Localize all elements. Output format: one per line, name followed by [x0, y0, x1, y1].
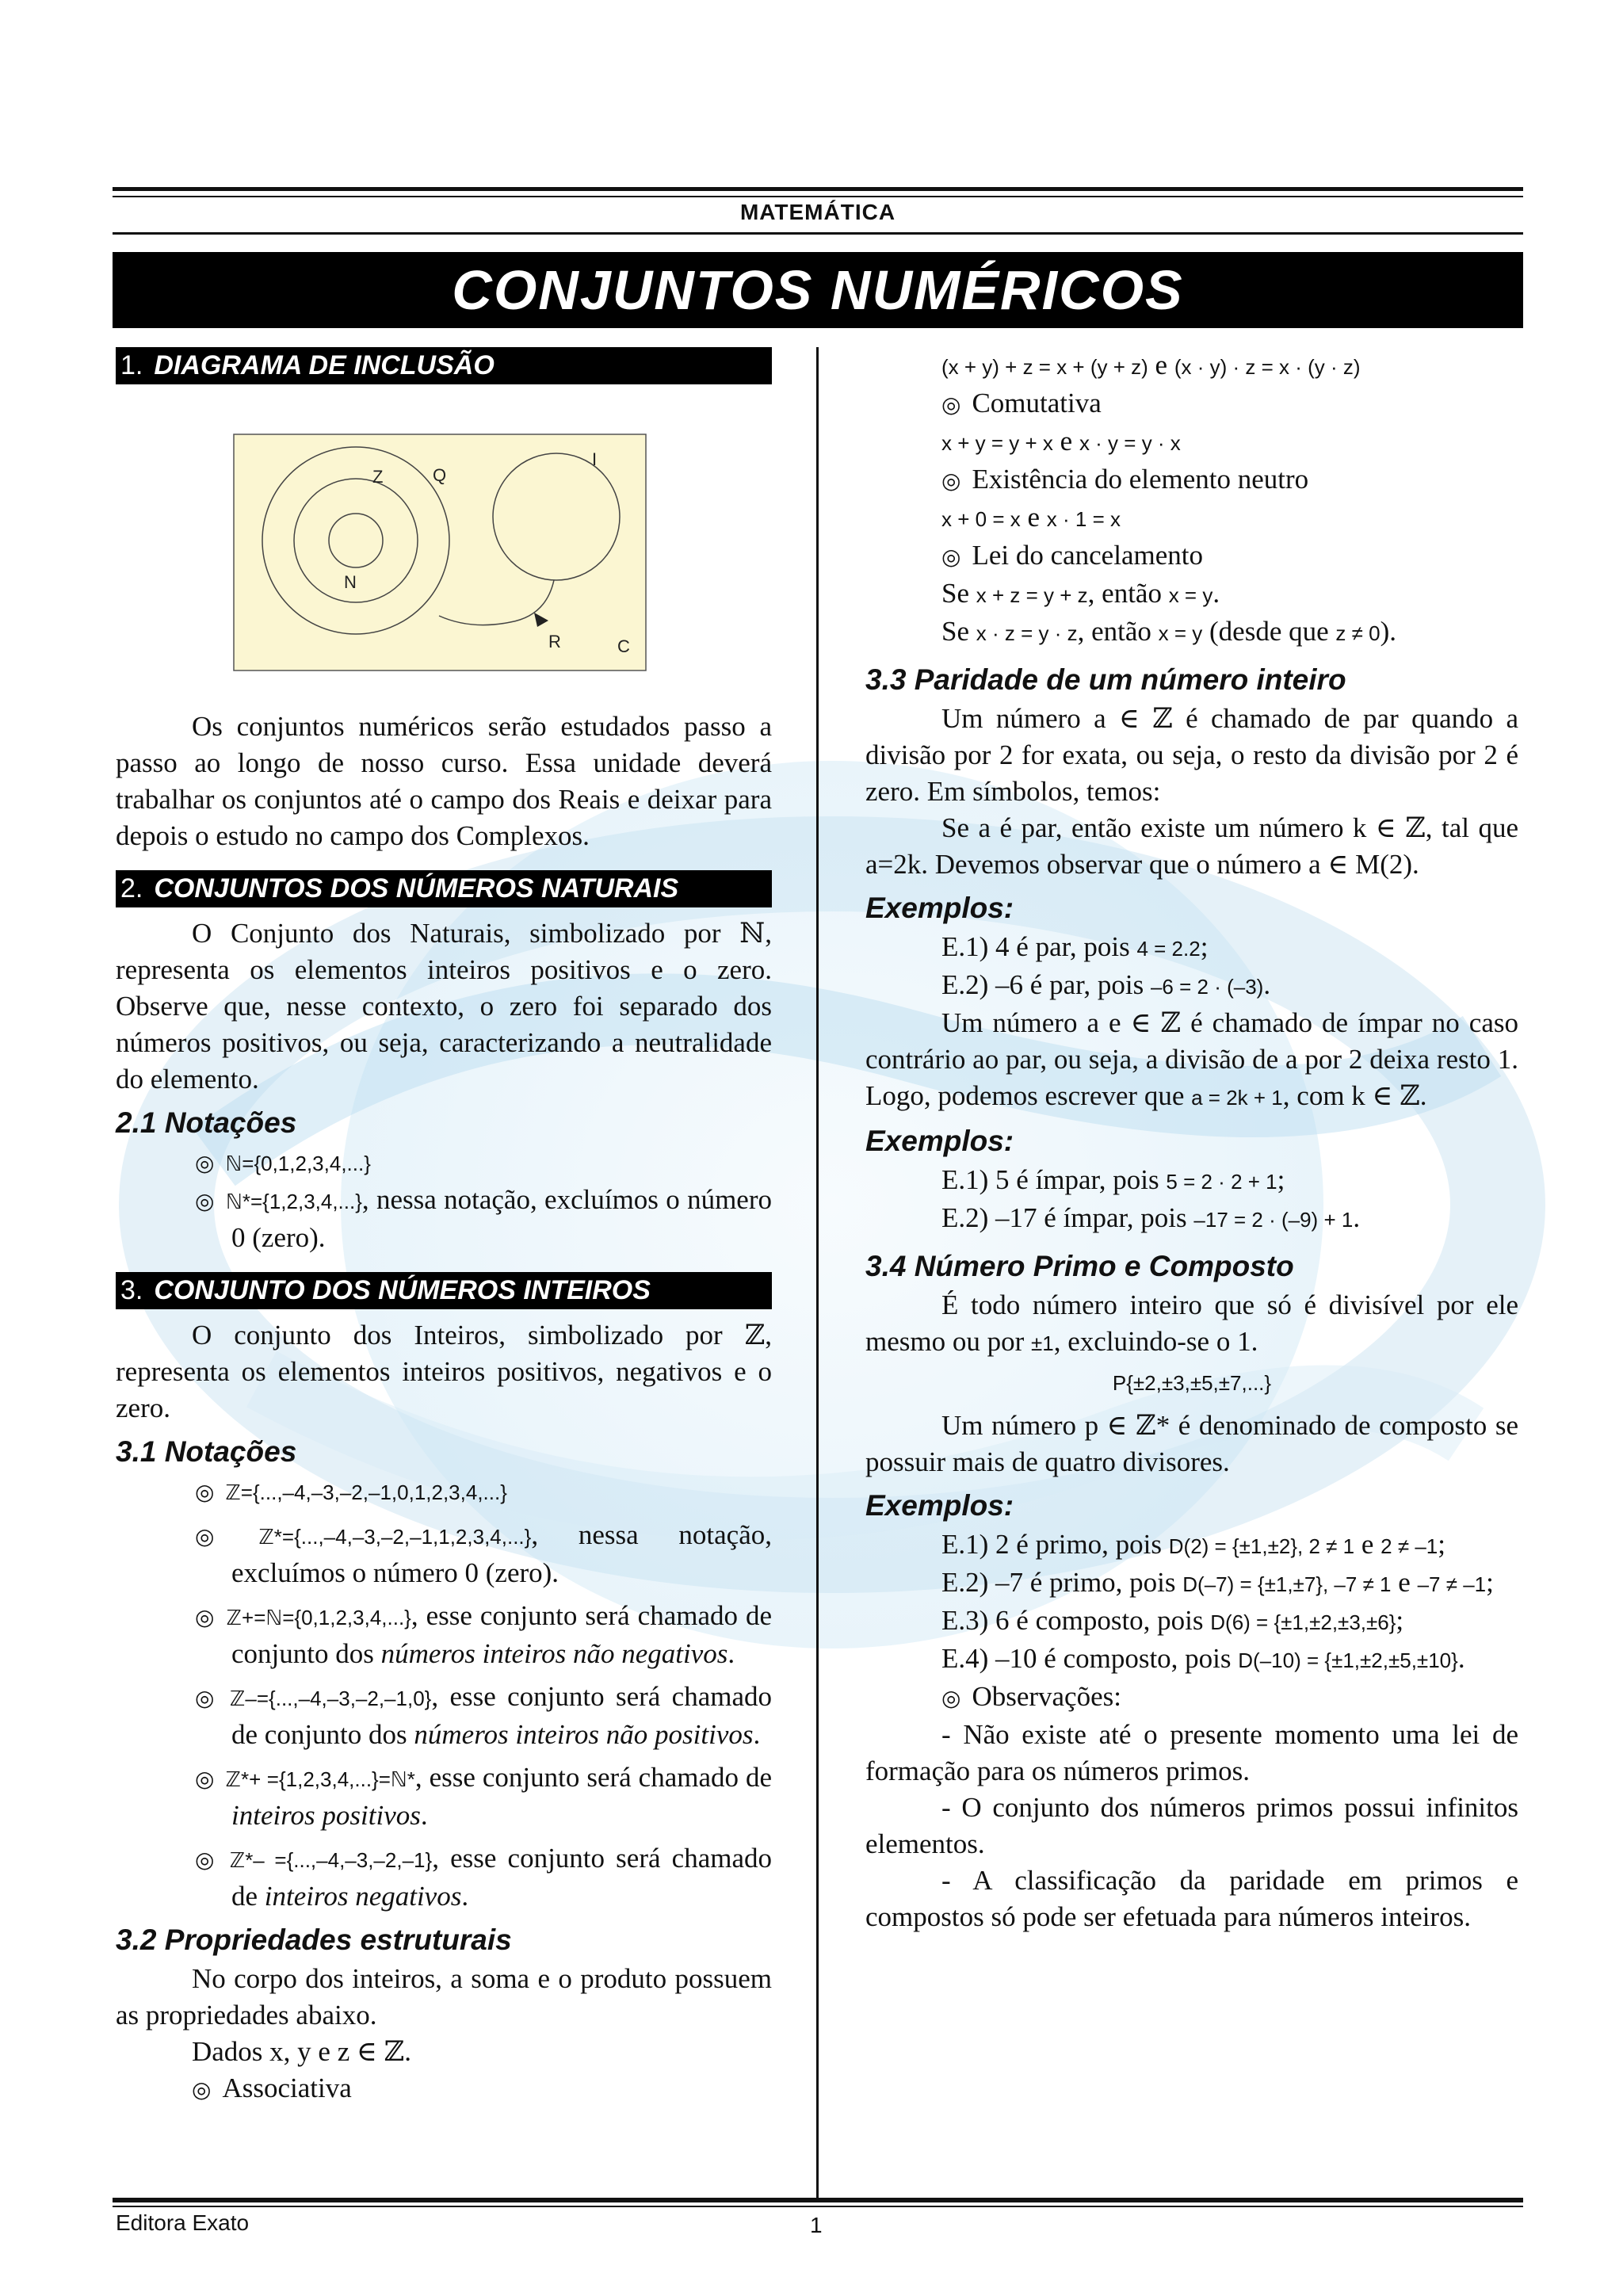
- bullet-icon: ◎: [195, 1188, 216, 1214]
- neutral-formula: x + 0 = x e x · 1 = x: [941, 502, 1121, 533]
- diagram-label-r: R: [548, 632, 561, 651]
- observations-heading: ◎ Observações:: [941, 1681, 1121, 1712]
- left-column: [116, 347, 772, 2108]
- diagram-label-c: C: [617, 636, 630, 656]
- cancellation-product: Se x · z = y · z, então x = y (desde que z ≠ 0).: [941, 616, 1397, 647]
- observation-3: - A classificação da paridade em primos e compostos só pode ser efetuada para números inteiros.: [865, 1865, 1518, 1932]
- property-associative: ◎ Associativa: [192, 2073, 352, 2103]
- property-neutral: ◎ Existência do elemento neutro: [941, 464, 1309, 495]
- section-1-heading: 1. DIAGRAMA DE INCLUSÃO: [116, 347, 772, 384]
- examples-heading-2: Exemplos:: [865, 1125, 1014, 1157]
- bullet-icon: ◎: [941, 468, 961, 494]
- subheading-3-4: 3.4 Número Primo e Composto: [865, 1250, 1294, 1282]
- integers-notation-1: ◎ ℤ={...,–4,–3,–2,–1,0,1,2,3,4,...}: [195, 1479, 507, 1505]
- integers-notation-6: ◎ ℤ*– ={...,–4,–3,–2,–1}, esse conjunto será chamado de inteiros negativos.: [195, 1843, 772, 1912]
- bullet-icon: ◎: [195, 1604, 216, 1630]
- even-example-2: E.2) –6 é par, pois –6 = 2 · (–3).: [941, 969, 1271, 1000]
- subheading-3-3: 3.3 Paridade de um número inteiro: [865, 663, 1346, 696]
- bullet-icon: ◎: [195, 1847, 219, 1873]
- bullet-icon: ◎: [941, 544, 961, 570]
- bullet-icon: ◎: [941, 1685, 961, 1711]
- footer-page-number: 1: [810, 2213, 823, 2237]
- page-title: CONJUNTOS NUMÉRICOS: [113, 252, 1523, 328]
- subheading-3-1: 3.1 Notações: [116, 1435, 297, 1468]
- subheading-2-1: 2.1 Notações: [116, 1106, 297, 1139]
- integers-paragraph: O conjunto dos Inteiros, simbolizado por ℤ, representa os elementos inteiros positivos, negativos e o zero.: [116, 1320, 772, 1423]
- prime-example-2: E.2) –7 é primo, pois D(–7) = {±1,±7}, –7 ≠ 1 e –7 ≠ –1;: [941, 1567, 1494, 1598]
- composite-example-3: E.3) 6 é composto, pois D(6) = {±1,±2,±3,±6};: [941, 1605, 1404, 1636]
- header-rule-top: [113, 187, 1523, 191]
- footer-publisher: Editora Exato: [116, 2210, 250, 2235]
- diagram-label-i: I: [592, 449, 598, 469]
- column-divider: [816, 347, 819, 2198]
- commutative-formula: x + y = y + x e x · y = y · x: [941, 426, 1181, 457]
- naturals-notation-2: ◎ ℕ*={1,2,3,4,...}, nessa notação, excluímos o número 0 (zero).: [195, 1184, 772, 1253]
- cancellation-sum: Se x + z = y + z, então x = y.: [941, 578, 1220, 609]
- properties-paragraph: No corpo dos inteiros, a soma e o produto possuem as propriedades abaixo.: [116, 1963, 772, 2030]
- odd-paragraph: Um número a e ∈ ℤ é chamado de ímpar no caso contrário ao par, ou seja, a divisão de a por 2 deixa resto 1. Logo, podemos escrever que a = 2k + 1, com k ∈ ℤ.: [865, 1007, 1518, 1111]
- right-column: [865, 347, 1518, 1935]
- property-commutative: ◎ Comutativa: [941, 388, 1102, 418]
- diagram-label-q: Q: [433, 465, 447, 485]
- prime-paragraph-1: É todo número inteiro que só é divisível por ele mesmo ou por ±1, excluindo-se o 1.: [865, 1289, 1518, 1357]
- bullet-icon: ◎: [192, 2076, 212, 2103]
- associative-formula: (x + y) + z = x + (y + z) e (x · y) · z = x · (y · z): [941, 350, 1361, 380]
- diagram-label-n: N: [344, 572, 357, 592]
- bullet-icon: ◎: [195, 1685, 220, 1711]
- footer-rule-thin: [113, 2206, 1523, 2207]
- integers-notation-4: ◎ ℤ–={...,–4,–3,–2,–1,0}, esse conjunto será chamado de conjunto dos números inteiros não positivos.: [195, 1681, 773, 1750]
- composite-paragraph: Um número p ∈ ℤ* é denominado de composto se possuir mais de quatro divisores.: [865, 1410, 1518, 1477]
- inclusion-diagram: [233, 434, 647, 671]
- primes-set: P{±2,±3,±5,±7,...}: [1112, 1371, 1272, 1395]
- parity-paragraph-1: Um número a ∈ ℤ é chamado de par quando a divisão por 2 for exata, ou seja, o resto da divisão por 2 é zero. Em símbolos, temos:: [865, 703, 1518, 807]
- header-rule-bottom: [113, 232, 1523, 235]
- observation-2: - O conjunto dos números primos possui infinitos elementos.: [865, 1792, 1518, 1859]
- observation-1: - Não existe até o presente momento uma lei de formação para os números primos.: [865, 1719, 1518, 1786]
- examples-heading-1: Exemplos:: [865, 892, 1014, 924]
- bullet-icon: ◎: [195, 1523, 248, 1549]
- prime-example-1: E.1) 2 é primo, pois D(2) = {±1,±2}, 2 ≠ 1 e 2 ≠ –1;: [941, 1529, 1445, 1560]
- composite-example-4: E.4) –10 é composto, pois D(–10) = {±1,±2,±5,±10}.: [941, 1643, 1465, 1674]
- subheading-3-2: 3.2 Propriedades estruturais: [116, 1924, 512, 1956]
- bullet-icon: ◎: [941, 392, 961, 418]
- intro-paragraph: Os conjuntos numéricos serão estudados passo a passo ao longo de nosso curso. Essa unidade deverá trabalhar os conjuntos até o campo dos Reais e deixar para depois o estudo no campo dos Complexos.: [116, 711, 772, 851]
- odd-example-2: E.2) –17 é ímpar, pois –17 = 2 · (–9) + 1.: [941, 1202, 1361, 1233]
- integers-notation-5: ◎ ℤ*+ ={1,2,3,4,...}=ℕ*, esse conjunto será chamado de inteiros positivos.: [195, 1762, 773, 1831]
- parity-paragraph-2: Se a é par, então existe um número k ∈ ℤ, tal que a=2k. Devemos observar que o número a ∈ M(2).: [865, 812, 1518, 880]
- integers-notation-3: ◎ ℤ+=ℕ={0,1,2,3,4,...}, esse conjunto será chamado de conjunto dos números inteiros não negativos.: [195, 1600, 772, 1669]
- naturals-notation-1: ◎ ℕ={0,1,2,3,4,...}: [195, 1150, 371, 1176]
- odd-example-1: E.1) 5 é ímpar, pois 5 = 2 · 2 + 1;: [941, 1164, 1285, 1195]
- section-2-heading: 2. CONJUNTOS DOS NÚMEROS NATURAIS: [116, 870, 772, 907]
- even-example-1: E.1) 4 é par, pois 4 = 2.2;: [941, 931, 1209, 962]
- footer-rule-thick: [113, 2198, 1523, 2202]
- bullet-icon: ◎: [195, 1479, 215, 1505]
- section-3-heading: 3. CONJUNTO DOS NÚMEROS INTEIROS: [116, 1272, 772, 1309]
- diagram-label-z: Z: [372, 467, 384, 487]
- header-rule-thin: [113, 196, 1523, 197]
- naturals-paragraph: O Conjunto dos Naturais, simbolizado por ℕ, representa os elementos inteiros positivos e o zero. Observe que, nesse contexto, o zero foi separado dos números positivos, ou seja, caracterizando a neutralidade do elemento.: [116, 918, 772, 1095]
- properties-given: Dados x, y e z ∈ ℤ.: [192, 2036, 411, 2067]
- bullet-icon: ◎: [195, 1150, 215, 1176]
- subject-heading: MATEMÁTICA: [739, 200, 896, 224]
- bullet-icon: ◎: [195, 1766, 215, 1792]
- examples-heading-3: Exemplos:: [865, 1489, 1014, 1522]
- integers-notation-2: ◎ ℤ*={...,–4,–3,–2,–1,1,2,3,4,...}, nessa notação, excluímos o número 0 (zero).: [195, 1519, 772, 1588]
- property-cancellation: ◎ Lei do cancelamento: [941, 540, 1203, 571]
